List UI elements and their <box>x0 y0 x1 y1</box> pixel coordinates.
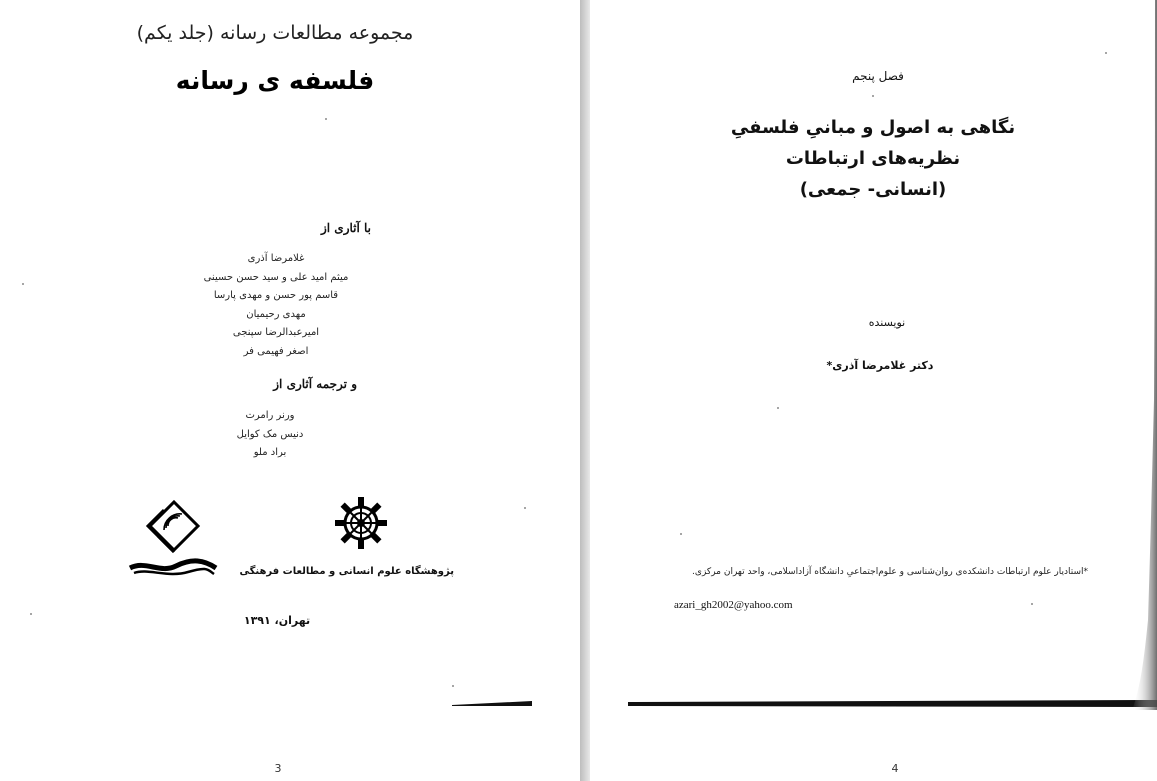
scan-speck <box>1031 603 1033 605</box>
scan-edge-shadow <box>1130 0 1157 710</box>
page-number: 3 <box>274 762 282 775</box>
translator-line: دنیس مک کوایل <box>236 428 304 440</box>
translators-list <box>237 407 304 463</box>
author-line: مهدی رحیمیان <box>246 308 306 320</box>
author-line: قاسم پور حسن و مهدی پارسا <box>213 290 339 301</box>
chapter-label: فصل پنجم <box>852 69 904 83</box>
author-email: azari_gh2002@yahoo.com <box>674 599 793 611</box>
author-line: میثم امید علی و سید حسن حسینی <box>203 271 349 283</box>
page-gutter <box>580 0 590 781</box>
series-title: مجموعه مطالعات رسانه (جلد یکم) <box>136 22 414 44</box>
scan-speck <box>1105 52 1107 54</box>
right-page <box>590 0 1157 781</box>
chapter-title-line: نگاهی به اصول و مبانیِ فلسفیِ <box>730 117 1016 138</box>
author-line: اصغر فهیمی فر <box>243 345 309 357</box>
author-line: غلامرضا آذری <box>247 253 305 264</box>
scan-speck <box>30 613 32 615</box>
translations-heading: و ترجمه آثاری از <box>273 377 357 391</box>
scan-speck <box>452 685 454 687</box>
scan-speck <box>22 283 24 285</box>
scan-speck <box>680 533 682 535</box>
publisher-logo-icon <box>128 496 218 582</box>
book-title: فلسفه ی رسانه <box>175 66 375 95</box>
author-name: دکتر غلامرضا آذری* <box>826 359 934 372</box>
scan-speck <box>777 407 779 409</box>
page-bottom-rule <box>628 698 1157 710</box>
scan-speck <box>872 95 874 97</box>
page-bottom-rule <box>452 699 532 707</box>
city-year: تهران، ۱۳۹۱ <box>243 614 311 627</box>
chapter-title-line: (انسانی- جمعی) <box>799 179 947 200</box>
page-number: 4 <box>891 762 899 775</box>
translator-line: ورنر رامرت <box>245 410 295 421</box>
authors-list <box>204 250 349 361</box>
author-line: امیرعبدالرضا سپنجی <box>232 327 320 338</box>
works-heading: با آثاری از <box>321 221 371 235</box>
scan-speck <box>325 118 327 120</box>
author-label: نویسنده <box>868 316 906 329</box>
translator-line: براد ملو <box>253 447 287 458</box>
chapter-title-line: نظریه‌های ارتباطات <box>785 148 961 169</box>
publisher-name: پژوهشگاه علوم انسانی و مطالعات فرهنگی <box>239 566 454 577</box>
footnote: *استادیار علوم ارتباطات دانشکده‌ی روان‌شناسی و علوم‌اجتماعیِ دانشگاه آزاداسلامی، واحد تهران مرکزی. <box>692 567 1088 577</box>
chapter-title <box>731 112 1015 205</box>
scan-speck <box>524 507 526 509</box>
institute-emblem-icon <box>331 495 391 551</box>
